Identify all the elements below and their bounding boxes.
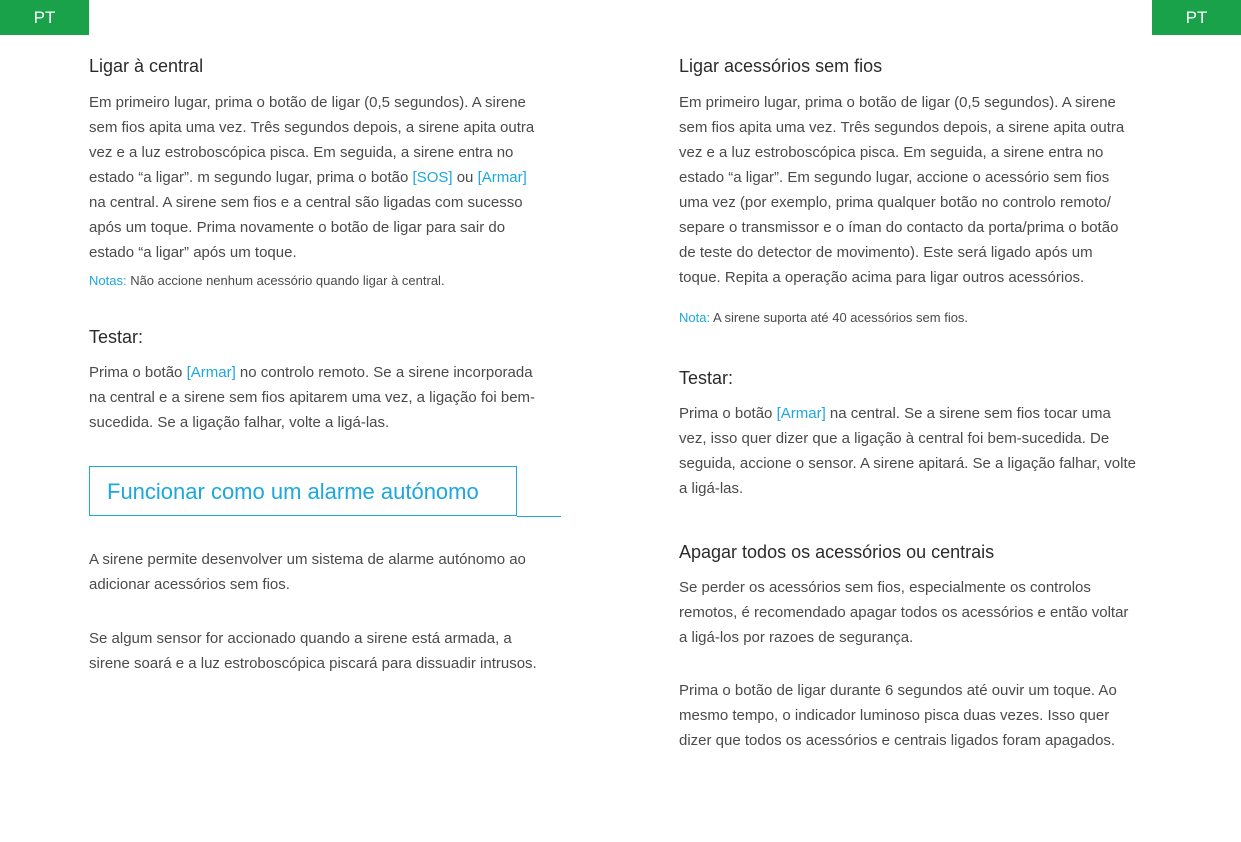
text-segment: Prima o botão: [89, 364, 187, 381]
paragraph-line: vez e a luz estroboscópica pisca. Em seguida, a sirene entra no: [89, 144, 514, 161]
paragraph-line: adicionar acessórios sem fios.: [89, 576, 290, 593]
section-title-standalone: Funcionar como um alarme autónomo: [107, 479, 479, 504]
text-segment: no controlo remoto. Se a sirene incorporada: [235, 364, 533, 381]
paragraph-line: toque. Repita a operação acima para ligar outros acessórios.: [679, 269, 1085, 286]
language-tab-left: PT: [0, 0, 89, 35]
paragraph-line: Em primeiro lugar, prima o botão de ligar (0,5 segundos). A sirene: [89, 94, 526, 111]
paragraph-line: [89, 360, 533, 385]
paragraph-line: [679, 401, 1111, 426]
paragraph-line: separe o transmissor e o íman do contacto da porta/prima o botão: [679, 219, 1119, 236]
paragraph-line: após um toque. Prima novamente o botão de ligar para sair do: [89, 219, 506, 236]
paragraph-line: A sirene permite desenvolver um sistema de alarme autónomo ao: [89, 551, 526, 568]
paragraph-line: sem fios apita uma vez. Três segundos depois, a sirene apita outra: [89, 119, 535, 136]
paragraph-line: sem fios apita uma vez. Três segundos depois, a sirene apita outra: [679, 119, 1125, 136]
paragraph-line: remotos, é recomendado apagar todos os acessórios e então voltar: [679, 604, 1129, 621]
paragraph-line: na central e a sirene sem fios apitarem uma vez, a ligação foi bem-: [89, 389, 536, 406]
note-text: A sirene suporta até 40 acessórios sem fios.: [710, 310, 969, 325]
paragraph-line: estado “a ligar” após um toque.: [89, 244, 297, 261]
heading-underline: [517, 516, 561, 517]
arm-button-reference: [Armar]: [477, 169, 527, 186]
paragraph-line: sucedida. Se a ligação falhar, volte a ligá-las.: [89, 414, 390, 431]
paragraph-line: Se perder os acessórios sem fios, especialmente os controlos: [679, 579, 1091, 596]
paragraph-line: [89, 165, 527, 190]
note-text: Não accione nenhum acessório quando ligar à central.: [126, 273, 445, 288]
text-segment: Prima o botão: [679, 405, 777, 422]
paragraph-line: vez, isso quer dizer que a ligação à central foi bem-sucedida. De: [679, 430, 1110, 447]
text-segment: ou: [452, 169, 478, 186]
paragraph-line: de teste do detector de movimento). Este será ligado após um: [679, 244, 1093, 261]
text-segment: na central. Se a sirene sem fios tocar uma: [825, 405, 1111, 422]
section-title-connect-central: Ligar à central: [89, 56, 204, 76]
paragraph-line: Se algum sensor for accionado quando a sirene está armada, a: [89, 630, 512, 647]
standalone-heading-box: [89, 466, 517, 516]
paragraph-line: a ligá-las.: [679, 480, 744, 497]
paragraph-line: vez e a luz estroboscópica pisca. Em seguida, a sirene entra no: [679, 144, 1104, 161]
arm-button-reference: [Armar]: [186, 364, 236, 381]
paragraph-line: uma vez (por exemplo, prima qualquer botão no controlo remoto/: [679, 194, 1111, 211]
paragraph-line: seguida, accione o sensor. A sirene apitará. Se a ligação falhar, volte: [679, 455, 1136, 472]
paragraph-line: estado “a ligar”. Em segundo lugar, accione o acessório sem fios: [679, 169, 1110, 186]
paragraph-line: a ligá-los por razoes de segurança.: [679, 629, 914, 646]
note-label: Nota:: [679, 310, 711, 325]
paragraph-line: sirene soará e a luz estroboscópica piscará para dissuadir intrusos.: [89, 655, 537, 672]
paragraph-line: Em primeiro lugar, prima o botão de ligar (0,5 segundos). A sirene: [679, 94, 1116, 111]
section-title-delete-all: Apagar todos os acessórios ou centrais: [679, 542, 995, 562]
language-tab-right: PT: [1152, 0, 1241, 35]
sos-button-reference: [SOS]: [412, 169, 453, 186]
arm-button-reference: [Armar]: [776, 405, 826, 422]
text-segment: estado “a ligar”. m segundo lugar, prima o botão: [89, 169, 413, 186]
paragraph-line: mesmo tempo, o indicador luminoso pisca duas vezes. Isso quer: [679, 707, 1110, 724]
paragraph-line: na central. A sirene sem fios e a central são ligadas com sucesso: [89, 194, 523, 211]
paragraph-line: Prima o botão de ligar durante 6 segundos até ouvir um toque. Ao: [679, 682, 1117, 699]
note-label: Notas:: [89, 273, 127, 288]
paragraph-line: dizer que todos os acessórios e centrais ligados foram apagados.: [679, 732, 1116, 749]
section-title-test-left: Testar:: [89, 327, 144, 347]
note: [89, 273, 445, 288]
section-title-connect-wireless: Ligar acessórios sem fios: [679, 56, 883, 76]
section-title-test-right: Testar:: [679, 368, 734, 388]
note: [679, 310, 968, 325]
